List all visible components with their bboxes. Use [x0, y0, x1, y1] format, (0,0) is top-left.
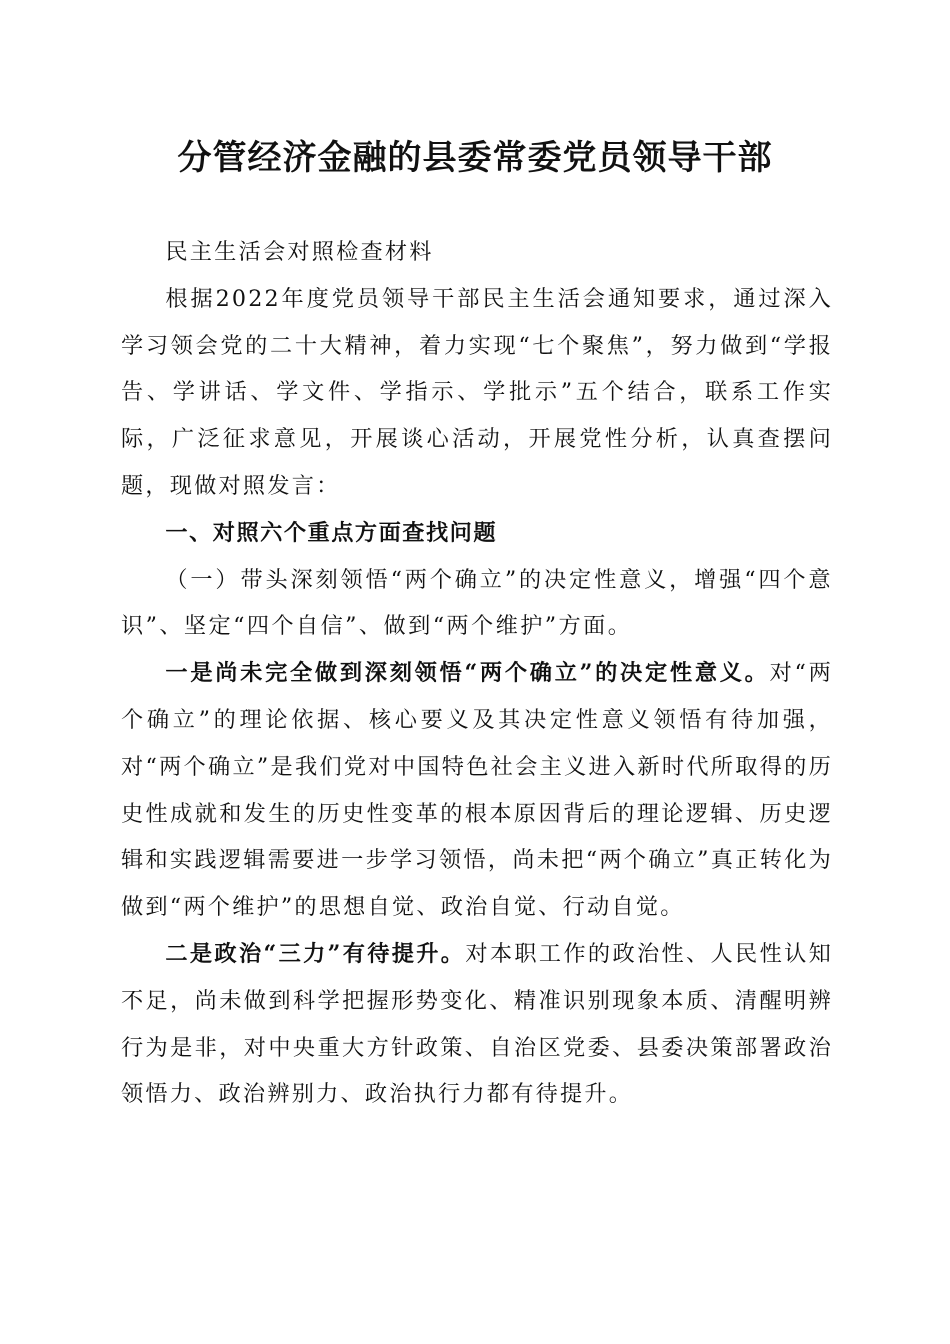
- point-two-paragraph: [121, 931, 833, 1118]
- point-one-text: 对“两个确立”的理论依据、核心要义及其决定性意义领悟有待加强，对“两个确立”是我们党对中国特色社会主义进入新时代所取得的历史性成就和发生的历史性变革的根本原因背后的理论逻辑、历史逻辑和实践逻辑需要进一步学习领悟，尚未把“两个确立”真正转化为做到“两个维护”的思想自觉、政治自觉、行动自觉。: [121, 660, 833, 921]
- document-subtitle: 民主生活会对照检查材料: [165, 239, 434, 265]
- subsection-heading: （一）带头深刻领悟“两个确立”的决定性意义，增强“四个意识”、坚定“四个自信”、做到“两个维护”方面。: [121, 566, 833, 640]
- intro-paragraph: 根据2022年度党员领导干部民主生活会通知要求，通过深入学习领会党的二十大精神，着力实现“七个聚焦”，努力做到“学报告、学讲话、学文件、学指示、学批示”五个结合，联系工作实际，广泛征求意见，开展谈心活动，开展党性分析，认真查摆问题，现做对照发言：: [121, 285, 833, 499]
- point-two-lead: 二是政治“三力”有待提升。: [165, 940, 466, 967]
- document-title: 分管经济金融的县委常委党员领导干部: [177, 138, 773, 178]
- section-heading: 一、对照六个重点方面查找问题: [165, 519, 498, 546]
- point-one-paragraph: [121, 650, 833, 931]
- document-body: [121, 229, 833, 1118]
- point-one-lead: 一是尚未完全做到深刻领悟“两个确立”的决定性意义。: [165, 660, 770, 687]
- point-two-text: 对本职工作的政治性、人民性认知不足，尚未做到科学把握形势变化、精准识别现象本质、清醒明辨行为是非，对中央重大方针政策、自治区党委、县委决策部署政治领悟力、政治辨别力、政治执行力都有待提升。: [121, 940, 834, 1108]
